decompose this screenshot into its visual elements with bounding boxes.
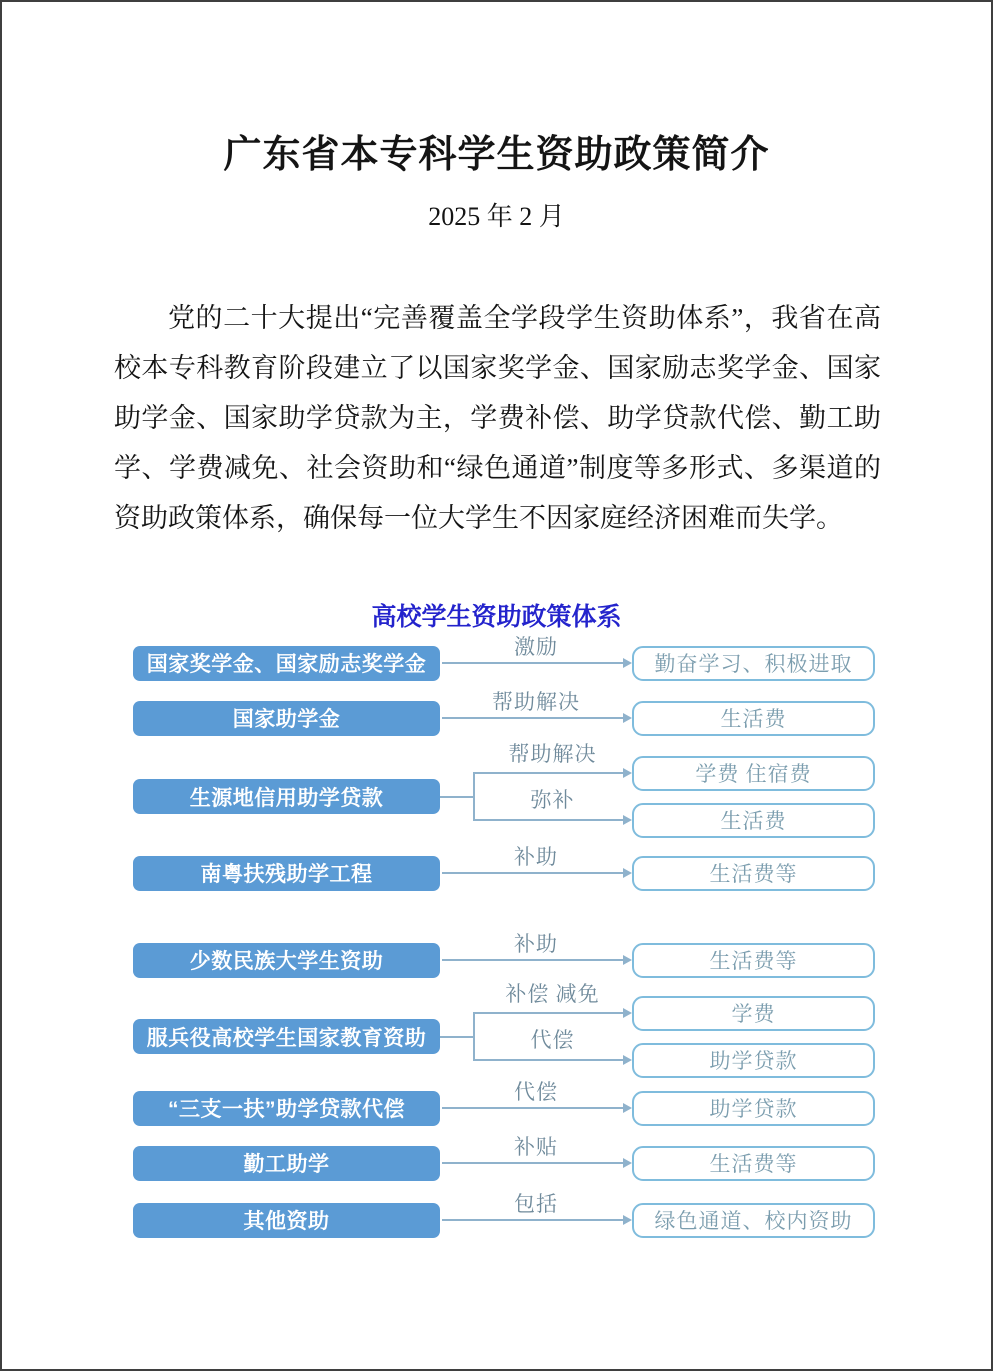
connector-stub	[440, 796, 475, 798]
connector	[440, 741, 632, 838]
connector	[440, 634, 632, 681]
arrow-label: 代偿	[514, 1079, 558, 1104]
diagram-row	[133, 689, 875, 736]
policy-source-label: 国家助学金	[232, 708, 341, 731]
policy-source-label: 其他资助	[243, 1210, 330, 1233]
arrow-label: 包括	[514, 1191, 558, 1216]
policy-target-label: 绿色通道、校内资助	[654, 1209, 853, 1233]
arrowhead-icon	[623, 713, 632, 723]
diagram-row	[133, 1191, 875, 1238]
arrowhead-icon	[623, 658, 632, 668]
arrow-line	[442, 1219, 625, 1221]
policy-target-box	[632, 756, 875, 791]
policy-target-box	[632, 996, 875, 1031]
policy-source-box	[133, 943, 440, 978]
diagram-row	[133, 1079, 875, 1126]
arrow-line	[442, 872, 625, 874]
arrowhead-icon	[623, 955, 632, 965]
document-date: 2025 年 2 月	[428, 201, 565, 231]
arrow-label: 代偿	[530, 1027, 575, 1052]
arrowhead-icon	[623, 868, 632, 878]
policy-target-box	[632, 646, 875, 681]
arrowhead-icon	[623, 1215, 632, 1225]
policy-target-box	[632, 1091, 875, 1126]
policy-target-label: 生活费等	[709, 862, 798, 886]
policy-target-label: 助学贷款	[709, 1049, 798, 1073]
policy-target-box	[632, 1146, 875, 1181]
policy-source-label: 南粤扶残助学工程	[200, 863, 373, 886]
arrow-line	[442, 662, 625, 664]
arrow-line	[442, 1162, 625, 1164]
policy-target-box	[632, 1203, 875, 1238]
diagram-row	[133, 844, 875, 891]
policy-target-label: 助学贷款	[709, 1097, 798, 1121]
targets-column	[632, 701, 875, 736]
connector	[440, 981, 632, 1078]
policy-source-box	[133, 1146, 440, 1181]
policy-target-label: 生活费	[720, 707, 787, 731]
arrow-line	[442, 1107, 625, 1109]
targets-column	[632, 856, 875, 891]
arrow-line	[473, 1012, 625, 1014]
policy-target-box	[632, 856, 875, 891]
arrowhead-icon	[623, 1158, 632, 1168]
targets-column	[632, 996, 875, 1078]
policy-target-label: 勤奋学习、积极进取	[654, 652, 853, 676]
targets-column	[632, 756, 875, 838]
intro-paragraph: 党的二十大提出“完善覆盖全学段学生资助体系”，我省在高校本专科教育阶段建立了以国家奖学金、国家励志奖学金、国家助学金、国家助学贷款为主，学费补偿、助学贷款代偿、勤工助学、学费减免、社会资助和“绿色通道”制度等多形式、多渠道的资助政策体系，确保每一位大学生不因家庭经济困难而失学。	[114, 302, 881, 533]
connector	[440, 689, 632, 736]
diagram-row	[133, 1134, 875, 1181]
arrowhead-icon	[623, 1055, 632, 1065]
diagram-row	[133, 741, 875, 838]
policy-source-label: 勤工助学	[243, 1153, 330, 1176]
policy-source-box	[133, 1091, 440, 1126]
policy-source-box	[133, 1203, 440, 1238]
diagram-row	[133, 981, 875, 1078]
targets-column	[632, 943, 875, 978]
arrow-line	[473, 772, 625, 774]
arrowhead-icon	[623, 768, 632, 778]
policy-target-label: 生活费	[720, 809, 787, 833]
policy-target-label: 学费 住宿费	[695, 762, 812, 786]
policy-target-box	[632, 701, 875, 736]
policy-source-label: 少数民族大学生资助	[189, 950, 384, 973]
policy-target-label: 生活费等	[709, 949, 798, 973]
arrow-label: 帮助解决	[492, 689, 580, 714]
targets-column	[632, 1203, 875, 1238]
arrow-label: 补助	[514, 844, 558, 869]
connector	[440, 931, 632, 978]
connector	[440, 1191, 632, 1238]
targets-column	[632, 1091, 875, 1126]
arrow-line	[473, 1059, 625, 1061]
arrow-line	[442, 959, 625, 961]
arrowhead-icon	[623, 815, 632, 825]
policy-source-label: 国家奖学金、国家励志奖学金	[146, 653, 427, 676]
policy-target-label: 学费	[731, 1002, 776, 1026]
connector	[440, 844, 632, 891]
arrow-label: 帮助解决	[508, 741, 597, 766]
arrow-line	[473, 819, 625, 821]
policy-source-box	[133, 779, 440, 814]
connector	[440, 1134, 632, 1181]
arrow-label: 补贴	[514, 1134, 558, 1159]
connector-stub	[440, 1036, 475, 1038]
arrow-label: 补偿 减免	[505, 981, 600, 1006]
arrow-label: 激励	[514, 634, 558, 659]
policy-target-label: 生活费等	[709, 1152, 798, 1176]
policy-source-box	[133, 701, 440, 736]
targets-column	[632, 1146, 875, 1181]
policy-source-box	[133, 646, 440, 681]
arrow-label: 补助	[514, 931, 558, 956]
policy-source-label: 服兵役高校学生国家教育资助	[146, 1026, 427, 1050]
policy-source-box	[133, 856, 440, 891]
targets-column	[632, 646, 875, 681]
page-title: 广东省本专科学生资助政策简介	[223, 134, 770, 176]
arrow-label: 弥补	[530, 787, 575, 812]
policy-source-box	[133, 1019, 440, 1054]
diagram-row	[133, 931, 875, 978]
arrowhead-icon	[623, 1008, 632, 1018]
diagram-title: 高校学生资助政策体系	[371, 602, 622, 631]
arrowhead-icon	[623, 1103, 632, 1113]
arrow-line	[442, 717, 625, 719]
policy-target-box	[632, 1043, 875, 1078]
policy-target-box	[632, 803, 875, 838]
policy-source-label: 生源地信用助学贷款	[189, 786, 384, 810]
connector	[440, 1079, 632, 1126]
policy-source-label: “三支一扶”助学贷款代偿	[168, 1098, 405, 1121]
policy-diagram	[133, 634, 875, 1238]
policy-target-box	[632, 943, 875, 978]
diagram-row	[133, 634, 875, 681]
